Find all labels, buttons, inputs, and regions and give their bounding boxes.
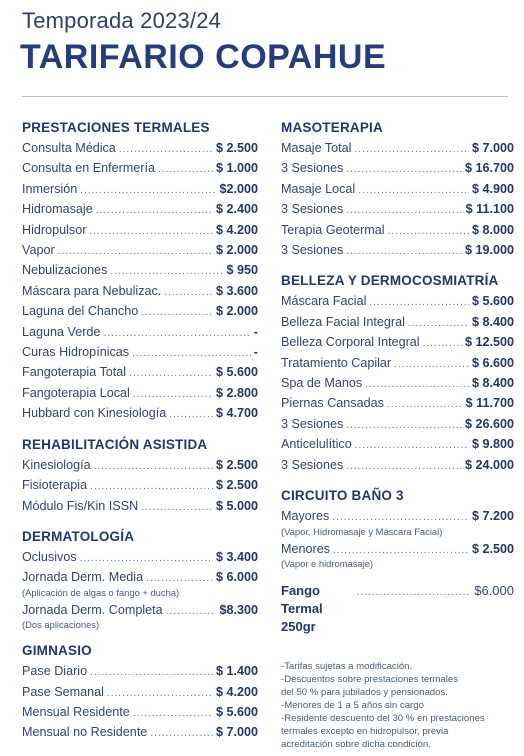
- item-label: Belleza Corporal Integral: [281, 335, 420, 350]
- item-price: $ 2.500: [471, 541, 514, 556]
- price-row: [281, 394, 514, 414]
- item-price: $ 16.700: [464, 161, 514, 176]
- price-row: [281, 221, 514, 241]
- price-row: [281, 415, 514, 435]
- dot-leader: [133, 386, 213, 404]
- item-price: $ 5.600: [215, 704, 258, 719]
- item-label: 3 Sesiones: [281, 161, 344, 176]
- dot-leader: [169, 406, 213, 424]
- price-row: [281, 313, 514, 333]
- price-row: [22, 302, 258, 322]
- item-label: 3 Sesiones: [281, 202, 344, 217]
- price-row: [22, 180, 258, 200]
- price-row: [22, 456, 258, 476]
- dot-leader: [89, 223, 213, 241]
- item-price: $ 11.700: [465, 396, 514, 411]
- price-row: [281, 241, 514, 261]
- section-title: REHABILITACIÓN ASISTIDA: [22, 436, 208, 452]
- footnote-line: termales excepto en hidropulsor, previa: [281, 725, 449, 737]
- item-label: Módulo Fis/Kin ISSN: [22, 498, 139, 513]
- item-price: -: [253, 324, 258, 339]
- item-label: 3 Sesiones: [281, 457, 344, 472]
- price-row: [22, 159, 258, 179]
- footnote-line: -Descuentos sobre prestaciones termales: [281, 673, 459, 685]
- item-label: 3 Sesiones: [281, 416, 344, 431]
- item-label: Nebulizaciones: [22, 263, 108, 278]
- dot-leader: [365, 376, 469, 394]
- dot-leader: [394, 356, 469, 374]
- item-label: Hubbard con Kinesiología: [22, 406, 167, 421]
- item-note: (Vapor, Hidromasaje y Máscara Facial): [281, 525, 443, 537]
- price-row: [22, 200, 258, 220]
- price-row: [281, 456, 514, 476]
- item-label: Hidromasaje: [22, 202, 93, 217]
- season-label: Temporada 2023/24: [22, 8, 222, 33]
- item-label: Vapor: [22, 243, 55, 258]
- page-title: TARIFARIO COPAHUE: [20, 38, 387, 76]
- price-row: [22, 323, 258, 343]
- dot-leader: [141, 304, 213, 322]
- fango-price: $6.000: [474, 582, 514, 598]
- item-label: Fangoterapia Local: [22, 385, 130, 400]
- price-row: [281, 540, 514, 560]
- price-row: [281, 180, 514, 200]
- price-row: [22, 683, 258, 703]
- section-rehabilitacion-asistida: [22, 437, 258, 517]
- item-label: Pase Semanal: [22, 684, 104, 699]
- section-title: GIMNASIO: [22, 643, 92, 659]
- dot-leader: [80, 550, 213, 568]
- price-row: [22, 261, 258, 281]
- dot-leader: [357, 584, 471, 602]
- price-row: [22, 476, 258, 496]
- item-price: $ 6.600: [471, 355, 514, 370]
- item-label: Inmersión: [22, 181, 78, 196]
- section-prestaciones-termales: [22, 120, 258, 425]
- item-label: Mensual no Residente: [22, 725, 148, 740]
- fango-label: Fango Termal 250gr: [281, 582, 323, 634]
- price-row: [22, 662, 258, 682]
- item-price: $ 5.600: [215, 365, 258, 380]
- item-label: Pase Diario: [22, 664, 88, 679]
- dot-leader: [346, 202, 462, 220]
- item-price: $ 1.000: [215, 161, 258, 176]
- section-title: DERMATOLOGÍA: [22, 528, 135, 544]
- item-label: Tratamiento Capilar: [281, 355, 392, 370]
- section-title: PRESTACIONES TERMALES: [22, 120, 210, 135]
- item-price: $2.000: [219, 181, 258, 196]
- dot-leader: [164, 284, 213, 302]
- section-gimnasio: [22, 643, 258, 744]
- footnote-line: -Residente descuento del 30 % en prestaciones: [281, 712, 485, 724]
- item-note: (Dos aplicaciones): [22, 619, 100, 631]
- item-label: Mensual Residente: [22, 704, 130, 719]
- price-row: [22, 241, 258, 261]
- price-row: [281, 139, 514, 159]
- price-row: [281, 354, 514, 374]
- dot-leader: [141, 499, 213, 517]
- dot-leader: [129, 365, 213, 383]
- price-row: [281, 292, 514, 312]
- item-label: Consulta Médica: [22, 141, 116, 155]
- item-price: $ 24.000: [464, 457, 514, 472]
- dot-leader: [346, 458, 462, 476]
- section-dermatologia: [22, 529, 258, 631]
- item-price: $ 4.200: [215, 222, 258, 237]
- dot-leader: [90, 664, 213, 682]
- item-label: Laguna Verde: [22, 324, 101, 339]
- item-label: Curas Hidropínicas: [22, 345, 130, 360]
- price-row: [22, 601, 258, 621]
- fango-termal-row: [281, 582, 514, 636]
- item-label: Fangoterapia Total: [22, 365, 127, 380]
- item-label: Masaje Local: [281, 181, 356, 196]
- item-note: (Vapor e hidromasaje): [281, 557, 374, 569]
- dot-leader: [150, 725, 213, 743]
- item-label: Hidropulsor: [22, 222, 87, 237]
- footnote-line: -Tarifas sujetas a modificación.: [281, 660, 413, 672]
- item-price: $ 9.800: [471, 437, 514, 452]
- dot-leader: [354, 141, 468, 159]
- item-price: $ 2.000: [215, 304, 258, 319]
- item-price: $ 7.000: [471, 141, 514, 155]
- item-label: Oclusivos: [22, 549, 77, 564]
- item-price: $ 2.500: [215, 457, 258, 472]
- item-label: Menores: [281, 541, 330, 556]
- right-column: [281, 120, 514, 751]
- dot-leader: [369, 294, 469, 312]
- item-price: $ 2.000: [215, 243, 258, 258]
- item-label: Fisioterapia: [22, 478, 88, 493]
- price-row: [22, 568, 258, 588]
- item-label: Jornada Derm. Completa: [22, 602, 163, 617]
- item-price: $ 12.500: [464, 335, 514, 350]
- item-price: $ 8.400: [471, 376, 514, 391]
- item-note: (Aplicación de algas o fango + ducha): [22, 586, 180, 598]
- price-row: [22, 221, 258, 241]
- section-circuito-bano-3: [281, 488, 514, 570]
- section-title: MASOTERAPIA: [281, 120, 383, 135]
- price-row: [22, 548, 258, 568]
- section-title: CIRCUITO BAÑO 3: [281, 488, 404, 504]
- item-price: $ 5.600: [471, 294, 514, 309]
- price-row: [22, 723, 258, 743]
- footnote-line: del 50 % para jubilados y pensionados.: [281, 686, 448, 698]
- dot-leader: [158, 161, 213, 179]
- item-label: Anticelulítico: [281, 437, 352, 452]
- item-label: Máscara Facial: [281, 294, 367, 309]
- dot-leader: [346, 417, 462, 435]
- price-row: [22, 343, 258, 363]
- item-price: $ 2.800: [215, 385, 258, 400]
- dot-leader: [358, 182, 469, 200]
- price-row: [281, 507, 514, 527]
- section-title: BELLEZA Y DERMOCOSMIATRÍA: [281, 273, 499, 289]
- item-price: $ 7.200: [471, 509, 514, 524]
- section-belleza-y-dermocosmiatria: [281, 273, 514, 476]
- item-price: $ 11.100: [465, 202, 514, 217]
- dot-leader: [90, 478, 213, 496]
- section-masoterapia: [281, 120, 514, 261]
- price-row: [22, 139, 258, 159]
- dot-leader: [423, 335, 462, 353]
- item-price: $ 5.000: [215, 498, 258, 513]
- item-label: Terapia Geotermal: [281, 222, 385, 237]
- item-label: 3 Sesiones: [281, 243, 344, 258]
- footnote-line: acreditación sobre dicha condición.: [281, 738, 431, 750]
- item-label: Spa de Manos: [281, 376, 363, 391]
- price-row: [281, 333, 514, 353]
- price-row: [281, 374, 514, 394]
- item-price: $ 26.600: [464, 416, 514, 431]
- dot-leader: [94, 458, 213, 476]
- price-row: [281, 435, 514, 455]
- footnotes: [281, 660, 514, 751]
- item-price: $ 3.600: [215, 283, 258, 298]
- dot-leader: [387, 396, 463, 414]
- item-label: Masaje Total: [281, 141, 352, 155]
- item-price: $ 2.500: [215, 141, 258, 155]
- price-row: [22, 404, 258, 424]
- dot-leader: [132, 345, 251, 363]
- item-price: $ 4.700: [215, 406, 258, 421]
- item-price: $ 8.000: [471, 222, 514, 237]
- dot-leader: [96, 202, 213, 220]
- price-row: [281, 200, 514, 220]
- dot-leader: [355, 437, 469, 455]
- price-row: [281, 159, 514, 179]
- dot-leader: [133, 705, 213, 723]
- dot-leader: [103, 325, 250, 343]
- price-row: [22, 363, 258, 383]
- dot-leader: [146, 570, 213, 588]
- dot-leader: [107, 685, 213, 703]
- dot-leader: [332, 509, 469, 527]
- item-label: Jornada Derm. Media: [22, 570, 144, 585]
- item-label: Piernas Cansadas: [281, 396, 384, 411]
- item-price: $ 3.400: [215, 549, 258, 564]
- price-row: [22, 384, 258, 404]
- item-price: $ 4.900: [471, 181, 514, 196]
- dot-leader: [388, 223, 469, 241]
- dot-leader: [119, 141, 213, 159]
- item-price: $ 7.000: [215, 725, 258, 740]
- item-price: $ 2.500: [215, 478, 258, 493]
- item-label: Mayores: [281, 509, 330, 524]
- price-row: [22, 703, 258, 723]
- price-row: [22, 497, 258, 517]
- header-divider: [22, 96, 508, 97]
- footnote-line: -Menores de 1 a 5 años sin cargo: [281, 699, 424, 711]
- item-price: $ 950: [226, 263, 258, 278]
- dot-leader: [346, 161, 462, 179]
- price-row: [22, 282, 258, 302]
- item-price: -: [253, 345, 258, 360]
- dot-leader: [166, 603, 217, 621]
- item-price: $8.300: [219, 602, 258, 617]
- dot-leader: [80, 182, 216, 200]
- item-label: Consulta en Enfermería: [22, 161, 156, 176]
- item-label: Belleza Facial Integral: [281, 314, 405, 329]
- item-price: $ 4.200: [215, 684, 258, 699]
- item-price: $ 19.000: [464, 243, 514, 258]
- item-price: $ 6.000: [215, 570, 258, 585]
- item-label: Máscara para Nebulizac.: [22, 283, 162, 298]
- item-price: $ 1.400: [215, 664, 258, 679]
- left-column: [22, 120, 258, 756]
- item-price: $ 8.400: [471, 314, 514, 329]
- item-price: $ 2.400: [215, 202, 258, 217]
- item-label: Kinesiología: [22, 457, 91, 472]
- dot-leader: [346, 243, 462, 261]
- dot-leader: [408, 315, 469, 333]
- dot-leader: [110, 263, 223, 281]
- item-label: Laguna del Chancho: [22, 304, 139, 319]
- dot-leader: [58, 243, 213, 261]
